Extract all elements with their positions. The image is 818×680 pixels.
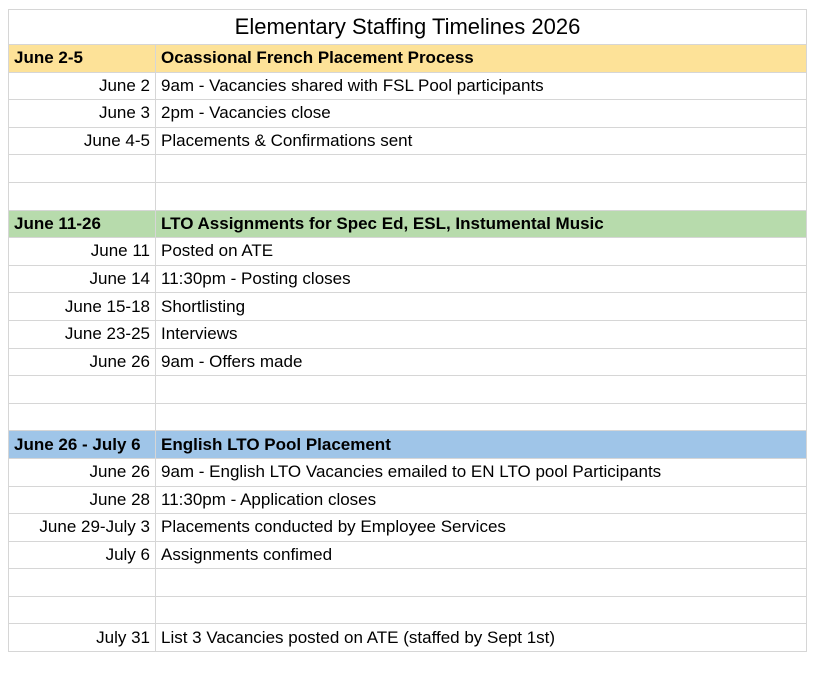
table-row [9,100,807,128]
empty-cell[interactable] [9,376,156,404]
section-header-english-lto [9,431,807,459]
empty-row [9,596,807,624]
empty-cell[interactable] [9,596,156,624]
date-cell[interactable]: June 28 [9,486,156,514]
event-cell[interactable]: Posted on ATE [156,238,807,266]
spreadsheet [8,9,806,652]
staffing-timeline-table [8,9,807,652]
table-row-list3 [9,624,807,652]
date-cell[interactable]: June 11 [9,238,156,266]
date-cell[interactable]: June 15-18 [9,293,156,321]
empty-cell[interactable] [156,569,807,597]
event-cell[interactable]: Assignments confimed [156,541,807,569]
sheet-title[interactable]: Elementary Staffing Timelines 2026 [9,10,807,45]
event-cell[interactable]: 9am - Vacancies shared with FSL Pool participants [156,72,807,100]
empty-cell[interactable] [156,403,807,431]
title-row [9,10,807,45]
date-cell[interactable]: June 26 [9,348,156,376]
table-row [9,514,807,542]
date-cell[interactable]: June 26 [9,458,156,486]
section-header-lto-assignments [9,210,807,238]
section-label-cell[interactable]: English LTO Pool Placement [156,431,807,459]
empty-cell[interactable] [156,182,807,210]
section-date-cell[interactable]: June 2-5 [9,45,156,73]
empty-row [9,376,807,404]
section-header-french [9,45,807,73]
event-cell[interactable]: 9am - English LTO Vacancies emailed to EN LTO pool Participants [156,458,807,486]
empty-cell[interactable] [156,155,807,183]
empty-row [9,155,807,183]
empty-cell[interactable] [9,182,156,210]
event-cell[interactable]: 2pm - Vacancies close [156,100,807,128]
date-cell[interactable]: June 2 [9,72,156,100]
section-date-cell[interactable]: June 11-26 [9,210,156,238]
event-cell[interactable]: Placements conducted by Employee Services [156,514,807,542]
empty-cell[interactable] [156,376,807,404]
table-row [9,72,807,100]
event-cell[interactable]: Placements & Confirmations sent [156,127,807,155]
event-cell[interactable]: Interviews [156,320,807,348]
table-row [9,458,807,486]
date-cell[interactable]: June 4-5 [9,127,156,155]
table-row [9,348,807,376]
empty-cell[interactable] [156,596,807,624]
event-cell[interactable]: 11:30pm - Posting closes [156,265,807,293]
empty-cell[interactable] [9,403,156,431]
table-row [9,320,807,348]
section-label-cell[interactable]: LTO Assignments for Spec Ed, ESL, Instumental Music [156,210,807,238]
table-row [9,238,807,266]
date-cell[interactable]: June 23-25 [9,320,156,348]
date-cell[interactable]: June 29-July 3 [9,514,156,542]
empty-row [9,182,807,210]
empty-cell[interactable] [9,569,156,597]
date-cell[interactable]: June 3 [9,100,156,128]
table-row [9,127,807,155]
date-cell[interactable]: July 31 [9,624,156,652]
table-row [9,486,807,514]
table-row [9,541,807,569]
event-cell[interactable]: List 3 Vacancies posted on ATE (staffed by Sept 1st) [156,624,807,652]
table-row [9,265,807,293]
date-cell[interactable]: June 14 [9,265,156,293]
empty-row [9,569,807,597]
event-cell[interactable]: 9am - Offers made [156,348,807,376]
section-label-cell[interactable]: Ocassional French Placement Process [156,45,807,73]
table-row [9,293,807,321]
section-date-cell[interactable]: June 26 - July 6 [9,431,156,459]
date-cell[interactable]: July 6 [9,541,156,569]
event-cell[interactable]: 11:30pm - Application closes [156,486,807,514]
empty-row [9,403,807,431]
empty-cell[interactable] [9,155,156,183]
event-cell[interactable]: Shortlisting [156,293,807,321]
